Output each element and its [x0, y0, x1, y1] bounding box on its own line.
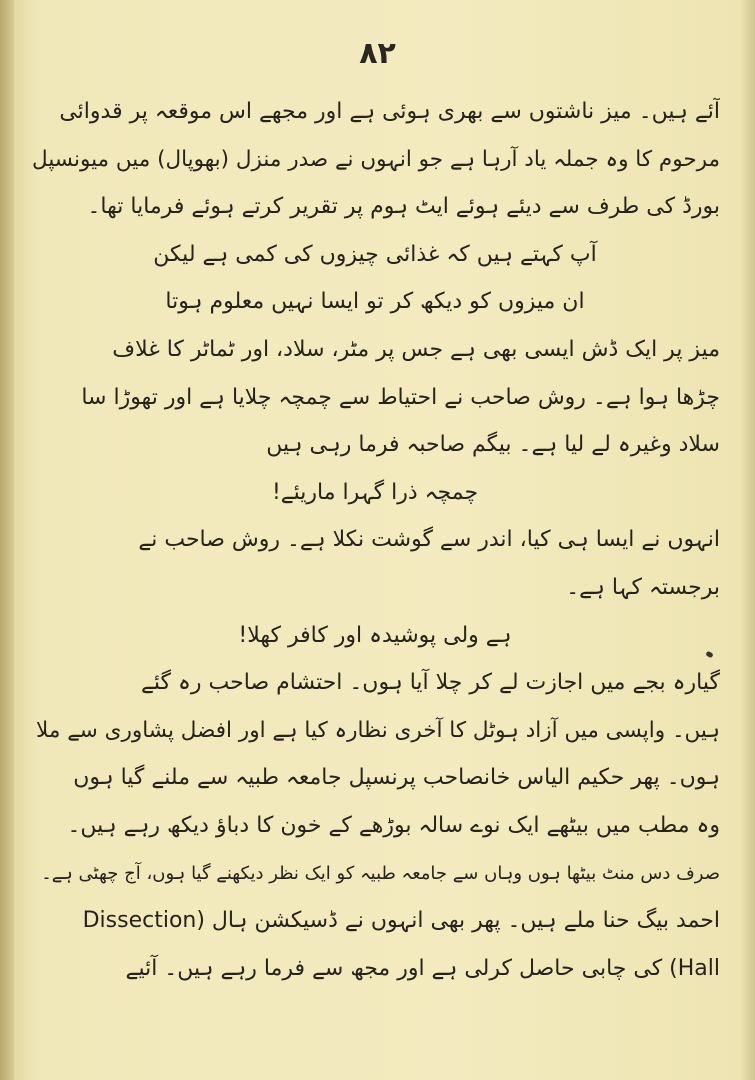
text-line: ان میزوں کو دیکھ کر تو ایسا نہیں معلوم ہوتا [165, 289, 585, 315]
body-text [30, 88, 720, 992]
text-line: برجستہ کہا ہے۔ [566, 574, 720, 600]
text-line: صرف دس منٹ بیٹھا ہوں وہاں سے جامعہ طبیہ کو ایک نظر دیکھنے گیا ہوں، آج چھٹی ہے۔ [41, 862, 720, 884]
text-line: مرحوم کا وہ جملہ یاد آرہا ہے جو انہوں نے صدر منزل (بھوپال) میں میونسپل [32, 146, 720, 172]
binding-edge [0, 0, 14, 1080]
text-line: ہیں۔ واپسی میں آزاد ہوٹل کا آخری نظارہ کیا ہے اور افضل پشاوری سے ملا [36, 717, 720, 743]
page-number: ۸۲ [359, 36, 396, 71]
text-line: چڑھا ہوا ہے۔ روش صاحب نے احتیاط سے چمچہ چلایا ہے اور تھوڑا سا [81, 384, 720, 410]
text-line: ہوں۔ پھر حکیم الیاس خانصاحب پرنسپل جامعہ طبیہ سے ملنے گیا ہوں [73, 765, 720, 791]
page-edge-shadow [739, 0, 755, 1080]
text-line: سلاد وغیرہ لے لیا ہے۔ بیگم صاحبہ فرما رہی ہیں [266, 432, 720, 458]
text-line: بورڈ کی طرف سے دیئے ہوئے ایٹ ہوم پر تقریر کرتے ہوئے فرمایا تھا۔ [87, 194, 720, 220]
text-line: ہے ولی پوشیدہ اور کافر کھلا! [238, 622, 512, 648]
text-line: انہوں نے ایسا ہی کیا، اندر سے گوشت نکلا ہے۔ روش صاحب نے [138, 527, 720, 553]
text-line: گیارہ بجے میں اجازت لے کر چلا آیا ہوں۔ احتشام صاحب رہ گئے [141, 670, 720, 696]
text-line: میز پر ایک ڈش ایسی بھی ہے جس پر مٹر، سلاد، اور ٹماٹر کا غلاف [112, 336, 720, 362]
text-line: چمچہ ذرا گہرا ماریئے! [271, 479, 479, 505]
text-line: وہ مطب میں بیٹھے ایک نوے سالہ بوڑھے کے خون کا دباؤ دیکھ رہے ہیں۔ [67, 812, 720, 838]
text-line: آئے ہیں۔ میز ناشتوں سے بھری ہوئی ہے اور مجھے اس موقعہ پر قدوائی [59, 99, 720, 124]
text-line: آپ کہتے ہیں کہ غذائی چیزوں کی کمی ہے لیکن [153, 241, 597, 267]
text-line: احمد بیگ حنا ملے ہیں۔ پھر بھی انہوں نے ڈسیکشن ہال (Dissection [82, 908, 720, 934]
text-line: Hall) کی چابی حاصل کرلی ہے اور مجھ سے فرما رہے ہیں۔ آئیے [125, 955, 720, 981]
